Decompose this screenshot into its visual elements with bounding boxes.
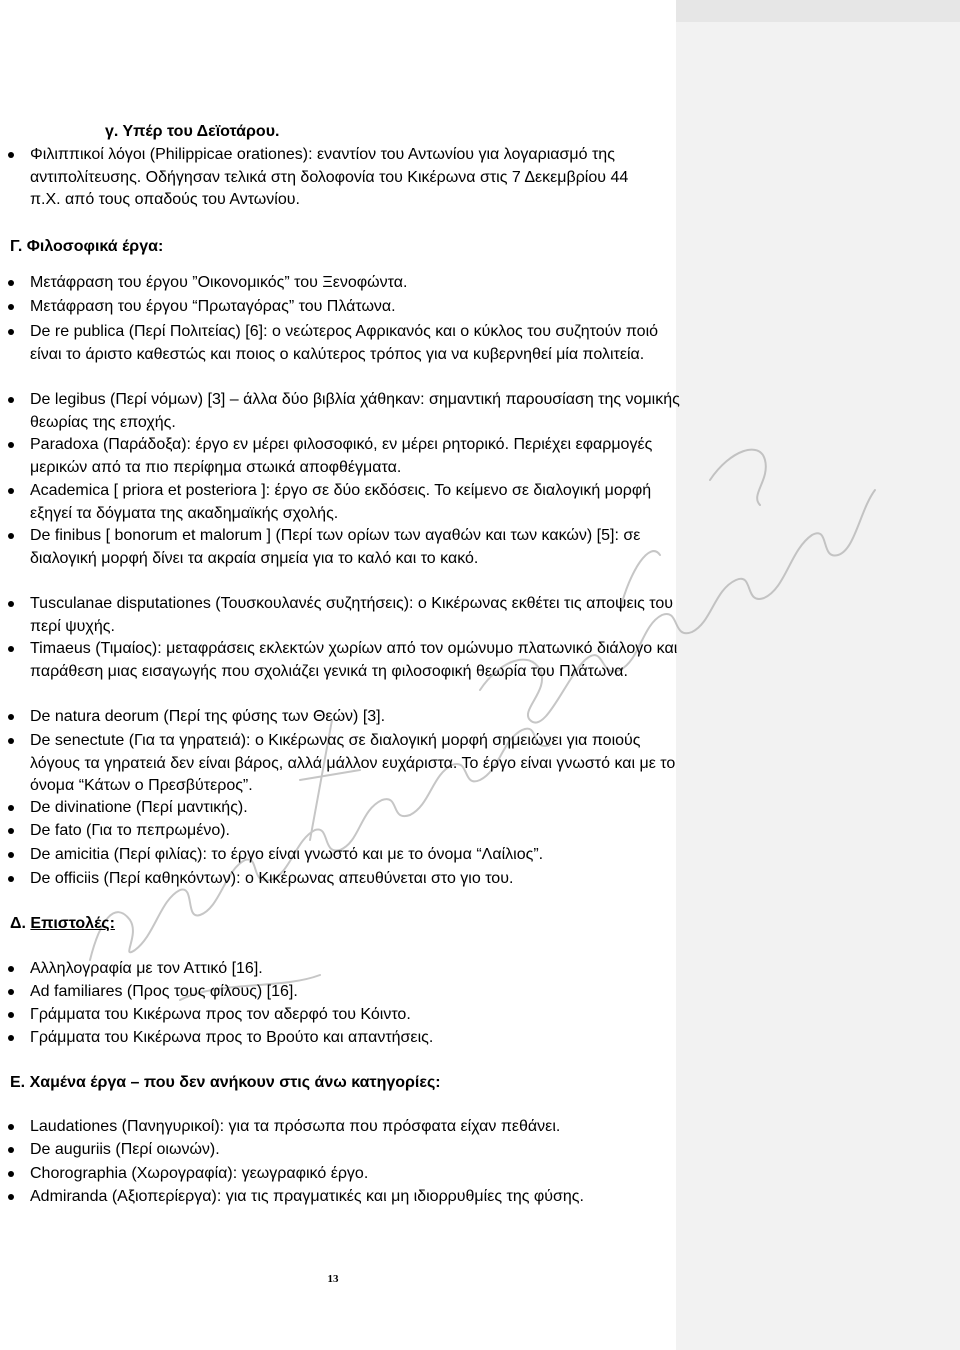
bullet-icon bbox=[8, 488, 14, 494]
list-item: De amicitia (Περί φιλίας): το έργο είναι γνωστό και με το όνομα “Λαίλιος”. bbox=[30, 844, 690, 867]
bullet-icon bbox=[8, 738, 14, 744]
list-item: De natura deorum (Περί της φύσης των Θεών) [3]. bbox=[30, 706, 690, 729]
list-item: Μετάφραση του έργου “Πρωταγόρας” του Πλάτωνα. bbox=[30, 296, 690, 319]
bullet-icon bbox=[8, 1171, 14, 1177]
bullet-icon bbox=[8, 442, 14, 448]
list-item: De divinatione (Περί μαντικής). bbox=[30, 797, 690, 820]
list-item: Γράμματα του Κικέρωνα προς τον αδερφό του Κόιντο. bbox=[30, 1004, 690, 1027]
bullet-icon bbox=[8, 329, 14, 335]
subheading-deiotarus: γ. Υπέρ του Δεϊοτάρου. bbox=[105, 123, 280, 140]
list-item: Μετάφραση του έργου ”Οικονομικός” του Ξενοφώντα. bbox=[30, 272, 690, 295]
bullet-icon bbox=[8, 1147, 14, 1153]
list-item: De re publica (Περί Πολιτείας) [6]: ο νεώτερος Αφρικανός και ο κύκλος του συζητούν ποιό είναι το άριστο καθεστώς και ποιος ο καλύτερος τρόπος για να κυβερνηθεί μία πολιτεία. bbox=[30, 321, 690, 366]
list-item: Ad familiares (Προς τους φίλους) [16]. bbox=[30, 981, 690, 1004]
list-item: De legibus (Περί νόμων) [3] – άλλα δύο βιβλία χάθηκαν: σημαντική παρουσίαση της νομικής θεωρίας της εποχής. bbox=[30, 389, 690, 434]
bullet-icon bbox=[8, 828, 14, 834]
bullet-icon bbox=[8, 805, 14, 811]
bullet-icon bbox=[8, 397, 14, 403]
list-item: De fato (Για το πεπρωμένο). bbox=[30, 820, 690, 843]
list-item: De senectute (Για τα γηρατειά): ο Κικέρωνας σε διαλογική μορφή σημειώνει για ποιούς λόγους τα γηρατειά δεν είναι βάρος, αλλά μάλλον ευχάριστα. Το έργο είναι γνωστό και με το όνομα “Κάτων ο Πρεσβύτερος”. bbox=[30, 730, 690, 798]
list-item: Academica [ priora et posteriora ]: έργο σε δύο εκδόσεις. Το κείμενο σε διαλογική μορφή εξηγεί τα δόγματα της ακαδημαϊκής σχολής. bbox=[30, 480, 690, 525]
section-g-heading: Γ. Φιλοσοφικά έργα: bbox=[10, 238, 164, 255]
bullet-icon bbox=[8, 989, 14, 995]
list-item: Laudationes (Πανηγυρικοί): για τα πρόσωπα που πρόσφατα είχαν πεθάνει. bbox=[30, 1116, 690, 1139]
list-item: Γράμματα του Κικέρωνα προς το Βρούτο και απαντήσεις. bbox=[30, 1027, 690, 1050]
section-d-heading: Δ. Επιστολές: bbox=[10, 915, 115, 932]
section-e-heading: Ε. Χαμένα έργα – που δεν ανήκουν στις άνω κατηγορίες: bbox=[10, 1074, 441, 1091]
bullet-icon bbox=[8, 966, 14, 972]
bullet-icon bbox=[8, 1124, 14, 1130]
bullet-icon bbox=[8, 152, 14, 158]
list-item: De auguriis (Περί οιωνών). bbox=[30, 1139, 690, 1162]
bullet-icon bbox=[8, 852, 14, 858]
list-item: De finibus [ bonorum et malorum ] (Περί των ορίων των αγαθών και των κακών) [5]: σε διαλογική μορφή δίνει τα ακραία σημεία για το καλό και το κακό. bbox=[30, 525, 690, 570]
list-item-philippics: Φιλιππικοί λόγοι (Philippicae orationes): εναντίον του Αντωνίου για λογαριασμό της αντιπολίτευσης. Οδήγησαν τελικά στη δολοφονία του Κικέρωνα στις 7 Δεκεμβρίου 44 π.Χ. από τους οπαδούς του Αντωνίου. bbox=[30, 144, 630, 212]
bullet-icon bbox=[8, 714, 14, 720]
bullet-icon bbox=[8, 280, 14, 286]
list-item: Αλληλογραφία με τον Αττικό [16]. bbox=[30, 958, 690, 981]
bullet-icon bbox=[8, 646, 14, 652]
list-item: De officiis (Περί καθηκόντων): ο Κικέρωνας απευθύνεται στο γιο του. bbox=[30, 868, 690, 891]
list-item: Paradoxa (Παράδοξα): έργο εν μέρει φιλοσοφικό, εν μέρει ρητορικό. Περιέχει εφαρμογές μερικών από τα πιο περίφημα στωικά αποφθέγματα. bbox=[30, 434, 690, 479]
bullet-icon bbox=[8, 304, 14, 310]
bullet-icon bbox=[8, 1035, 14, 1041]
bullet-icon bbox=[8, 1194, 14, 1200]
list-item: Admiranda (Αξιοπερίεργα): για τις πραγματικές και μη ιδιορρυθμίες της φύσης. bbox=[30, 1186, 690, 1209]
list-item: Timaeus (Τιμαίος): μεταφράσεις εκλεκτών χωρίων από τον ομώνυμο πλατωνικό διάλογο και παράθεση μιας εισαγωγής που σχολιάζει γενικά τη φιλοσοφική θεωρία του Πλάτωνα. bbox=[30, 638, 690, 683]
list-item: Chorographia (Χωρογραφία): γεωγραφικό έργο. bbox=[30, 1163, 690, 1186]
bullet-icon bbox=[8, 1012, 14, 1018]
bullet-icon bbox=[8, 601, 14, 607]
page-number: 13 bbox=[327, 1273, 339, 1285]
list-item: Tusculanae disputationes (Τουσκουλανές συζητήσεις): ο Κικέρωνας εκθέτει τις αποψεις του περί ψυχής. bbox=[30, 593, 690, 638]
bullet-icon bbox=[8, 876, 14, 882]
bullet-icon bbox=[8, 533, 14, 539]
